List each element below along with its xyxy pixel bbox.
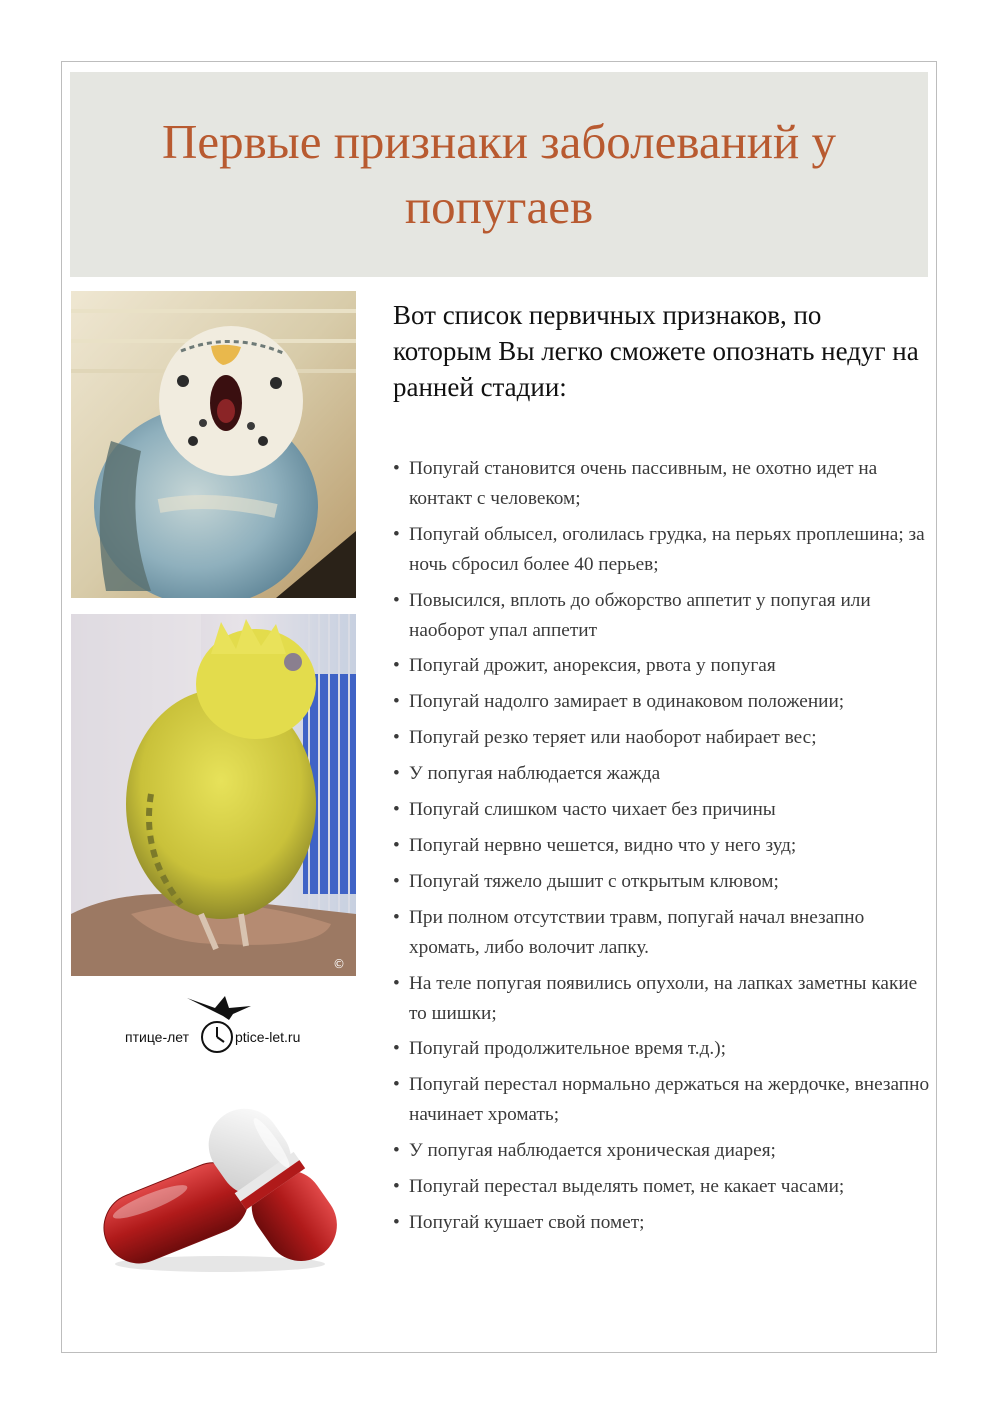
list-item: • Попугай дрожит, анорексия, рвота у попугая [393, 651, 933, 681]
photo-watermark: © [333, 957, 345, 971]
list-item: • Попугай продолжительное время т.д.); [393, 1034, 933, 1064]
list-item: • Повысился, вплоть до обжорство аппетит у попугая или наоборот упал аппетит [393, 586, 933, 646]
list-item: • Попугай перестал выделять помет, не какает часами; [393, 1172, 933, 1202]
list-item: • Попугай резко теряет или наоборот набирает вес; [393, 723, 933, 753]
photo-budgie-blue [71, 291, 356, 598]
symptom-list [393, 454, 933, 1244]
list-item: • Попугай слишком часто чихает без причины [393, 795, 933, 825]
list-item: • Попугай облысел, оголилась грудка, на перьях проплешина; за ночь сбросил более 40 перьев; [393, 520, 933, 580]
list-item: • При полном отсутствии травм, попугай начал внезапно хромать, либо волочит лапку. [393, 903, 933, 963]
site-logo[interactable] [125, 990, 335, 1060]
list-item: • Попугай тяжело дышит с открытым клювом; [393, 867, 933, 897]
pills-image [95, 1062, 345, 1272]
list-item: • Попугай кушает свой помет; [393, 1208, 933, 1238]
photo-budgie-yellow [71, 614, 356, 976]
list-item: • У попугая наблюдается хроническая диарея; [393, 1136, 933, 1166]
list-item: • На теле попугая появились опухоли, на лапках заметны какие то шишки; [393, 969, 933, 1029]
logo-left-text: птице-лет [125, 1029, 190, 1045]
list-item: • Попугай становится очень пассивным, не охотно идет на контакт с человеком; [393, 454, 933, 514]
logo-right-text: ptice-let.ru [235, 1029, 301, 1045]
intro-text: Вот список первичных признаков, по которым Вы легко сможете опознать недуг на ранней стадии: [393, 300, 919, 402]
bird-icon [187, 996, 251, 1020]
title-banner [70, 72, 928, 277]
list-item: • Попугай надолго замирает в одинаковом положении; [393, 687, 933, 717]
page-title: Первые признаки заболеваний у попугаев [162, 113, 836, 234]
list-item: • У попугая наблюдается жажда [393, 759, 933, 789]
list-item: • Попугай перестал нормально держаться на жердочке, внезапно начинает хромать; [393, 1070, 933, 1130]
list-item: • Попугай нервно чешется, видно что у него зуд; [393, 831, 933, 861]
